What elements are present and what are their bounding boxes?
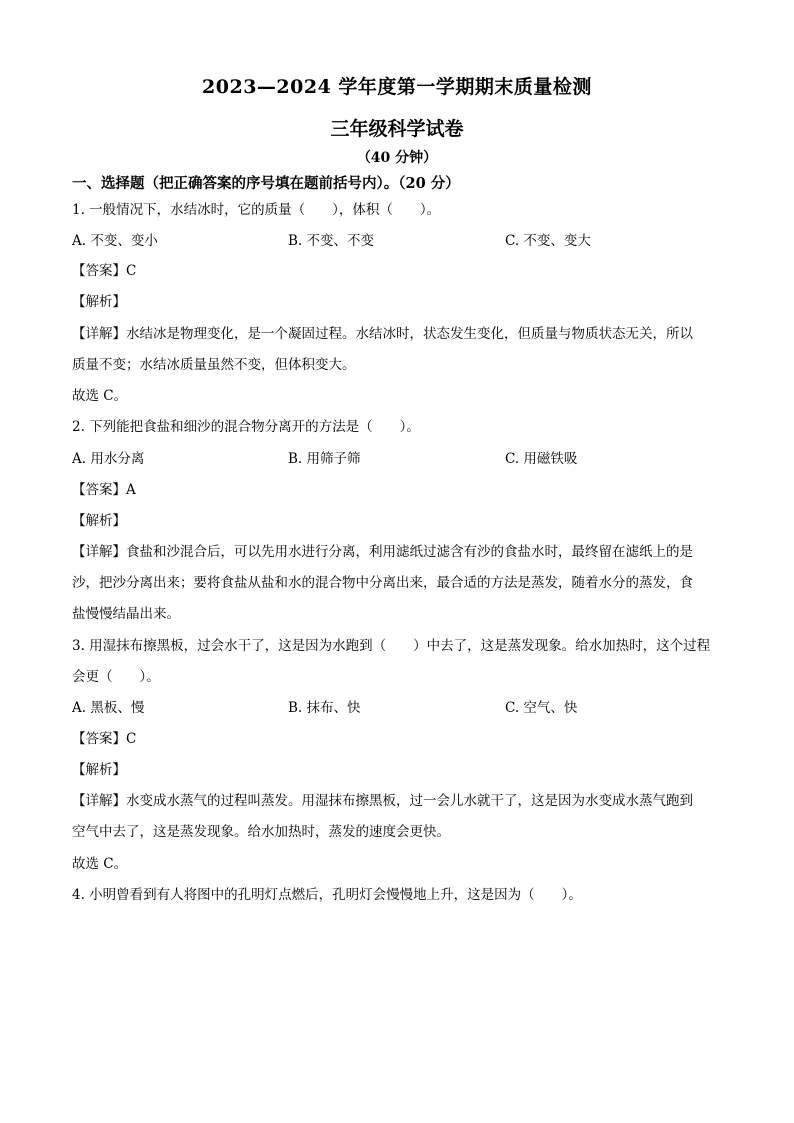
question-2-detail-line-2: 沙，把沙分离出来；要将食盐从盐和水的混合物中分离出来，最合适的方法是蒸发，随着水分的蒸发，食	[72, 575, 693, 591]
question-3-detail-line-1: 【详解】水变成水蒸气的过程叫蒸发。用湿抹布擦黑板，过一会儿水就干了，这是因为水变成水蒸气跑到	[72, 793, 693, 809]
question-2-option-a: A. 用水分离	[72, 451, 145, 467]
question-3-analysis-label: 【解析】	[72, 762, 126, 778]
question-2-answer: 【答案】A	[72, 482, 136, 498]
question-4-stem: 4. 小明曾看到有人将图中的孔明灯点燃后，孔明灯会慢慢地上升，这是因为（ ）。	[72, 887, 582, 903]
question-1-analysis-label: 【解析】	[72, 294, 126, 310]
question-2-option-b: B. 用筛子筛	[288, 451, 361, 467]
question-1-detail-line-2: 质量不变；水结冰质量虽然不变，但体积变大。	[72, 357, 356, 373]
question-3-option-b: B. 抹布、快	[288, 700, 361, 716]
question-1-option-b: B. 不变、不变	[288, 233, 375, 249]
question-2-detail-line-1: 【详解】食盐和沙混合后，可以先用水进行分离，利用滤纸过滤含有沙的食盐水时，最终留在滤纸上的是	[72, 544, 693, 560]
question-3-option-c: C. 空气、快	[505, 700, 578, 716]
question-2-stem: 2. 下列能把食盐和细沙的混合物分离开的方法是（ ）。	[72, 419, 420, 435]
question-1-conclusion: 故选 C。	[72, 388, 128, 404]
question-1-detail-line-1: 【详解】水结冰是物理变化，是一个凝固过程。水结冰时，状态发生变化，但质量与物质状态无关，所以	[72, 326, 693, 342]
question-1-option-c: C. 不变、变大	[505, 233, 591, 249]
exam-duration: （40 分钟）	[356, 150, 438, 166]
question-3-stem-line-1: 3. 用湿抹布擦黑板，过会水干了，这是因为水跑到（ ）中去了，这是蒸发现象。给水加热时，这个过程	[72, 638, 711, 654]
question-2-analysis-label: 【解析】	[72, 513, 126, 529]
question-1-answer: 【答案】C	[72, 263, 137, 279]
question-3-answer: 【答案】C	[72, 731, 137, 747]
exam-title: 2023—2024 学年度第一学期期末质量检测	[202, 76, 592, 98]
question-3-stem-line-2: 会更（ ）。	[72, 669, 160, 685]
question-3-option-a: A. 黑板、慢	[72, 700, 145, 716]
question-2-detail-line-3: 盐慢慢结晶出来。	[72, 606, 180, 622]
section-heading: 一、选择题（把正确答案的序号填在题前括号内）。（20 分）	[72, 175, 460, 192]
question-1-stem: 1. 一般情况下，水结冰时，它的质量（ ），体积（ ）。	[72, 202, 441, 218]
question-2-option-c: C. 用磁铁吸	[505, 451, 578, 467]
question-3-detail-line-2: 空气中去了，这是蒸发现象。给水加热时，蒸发的速度会更快。	[72, 824, 450, 840]
exam-subtitle: 三年级科学试卷	[330, 118, 464, 140]
question-3-conclusion: 故选 C。	[72, 856, 128, 872]
question-1-option-a: A. 不变、变小	[72, 233, 158, 249]
